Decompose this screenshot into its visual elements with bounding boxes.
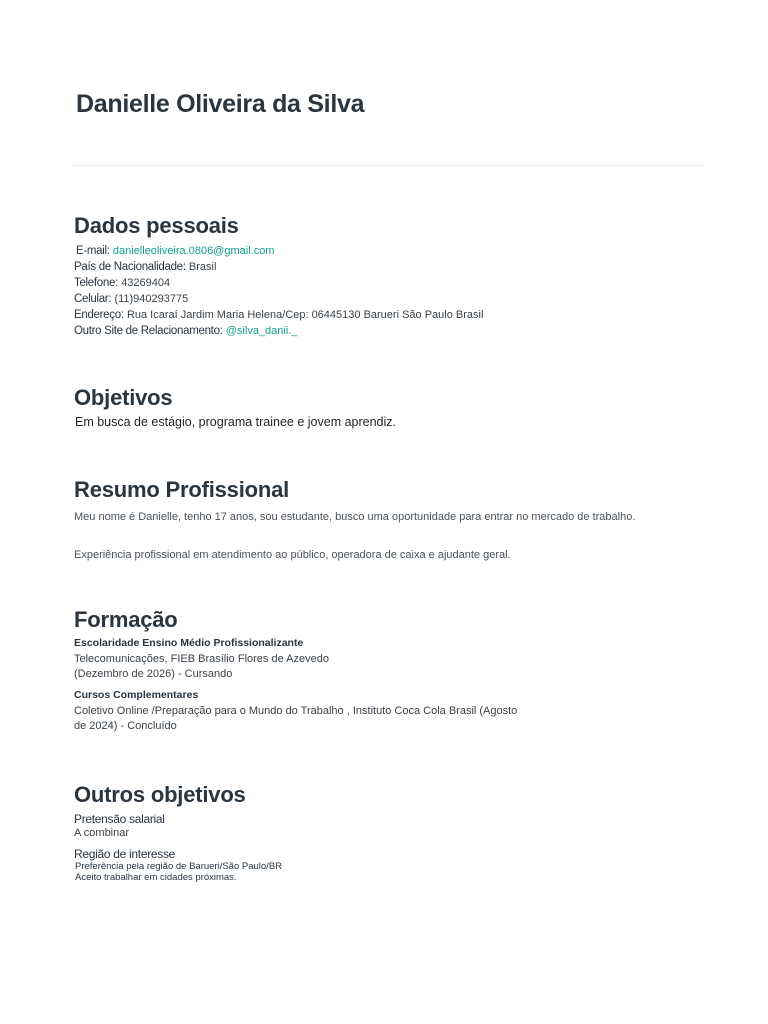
telefone-label: Telefone: [74, 277, 118, 289]
section-outros-objetivos [74, 782, 704, 883]
email-row [76, 243, 704, 259]
nacionalidade-value: Brasil [188, 261, 217, 273]
telefone-value: 43269404 [121, 277, 171, 289]
email-link[interactable]: danielleoliveira.0806@gmail.com [112, 245, 275, 257]
escolaridade-line-2: (Dezembro de 2026) - Cursando [74, 667, 233, 680]
site-link[interactable]: @silva_danii._ [225, 325, 298, 337]
section-objetivos [74, 385, 704, 429]
celular-row [74, 291, 704, 307]
section-title-formacao: Formação [74, 607, 178, 632]
escolaridade-heading: Escolaridade Ensino Médio Profissionalizante [74, 637, 304, 649]
escolaridade-line-1: Telecomunicações, FIEB Brasílio Flores de Azevedo [74, 653, 329, 665]
celular-value: (11)940293775 [114, 293, 189, 305]
cursos-heading: Cursos Complementares [74, 689, 199, 701]
regiao-line-2: Aceito trabalhar em cidades próximas. [75, 871, 237, 883]
endereco-label: Endereço: [74, 309, 124, 321]
telefone-row [74, 275, 704, 291]
regiao-label: Região de interesse [74, 846, 176, 861]
celular-label: Celular: [74, 293, 112, 305]
email-label: E-mail: [76, 245, 110, 257]
regiao-line-1: Preferência pela região de Barueri/São Paulo/BR [75, 860, 283, 872]
header-divider [72, 165, 704, 166]
section-resumo [74, 477, 704, 561]
resumo-paragraph-1: Meu nome é Danielle, tenho 17 anos, sou estudante, busco uma oportunidade para entrar no mercado de trabalho. [74, 511, 636, 523]
resumo-paragraph-2: Experiência profissional em atendimento ao público, operadora de caixa e ajudante geral. [74, 549, 511, 561]
objetivos-text: Em busca de estágio, programa trainee e jovem aprendiz. [75, 415, 397, 429]
site-label: Outro Site de Relacionamento: [74, 325, 223, 337]
section-title-objetivos: Objetivos [74, 385, 173, 410]
nacionalidade-row [74, 259, 704, 275]
section-title-dados-pessoais: Dados pessoais [74, 213, 239, 238]
section-dados-pessoais [74, 213, 704, 339]
candidate-name: Danielle Oliveira da Silva [76, 90, 365, 118]
section-title-outros: Outros objetivos [74, 782, 246, 807]
endereco-row [74, 307, 704, 323]
nacionalidade-label: País de Nacionalidade: [74, 261, 186, 273]
endereco-value: Rua Icaraí Jardim Maria Helena/Cep: 06445130 Barueri São Paulo Brasil [126, 309, 484, 321]
section-formacao [74, 607, 704, 733]
pretensao-value: A combinar [74, 827, 130, 839]
section-title-resumo: Resumo Profissional [74, 477, 290, 502]
cursos-line-2: de 2024) - Concluído [74, 719, 177, 732]
pretensao-label: Pretensão salarial [74, 812, 165, 826]
cursos-line-1: Coletivo Online /Preparação para o Mundo do Trabalho , Instituto Coca Cola Brasil (Agosto [74, 705, 518, 717]
site-row [74, 323, 704, 339]
